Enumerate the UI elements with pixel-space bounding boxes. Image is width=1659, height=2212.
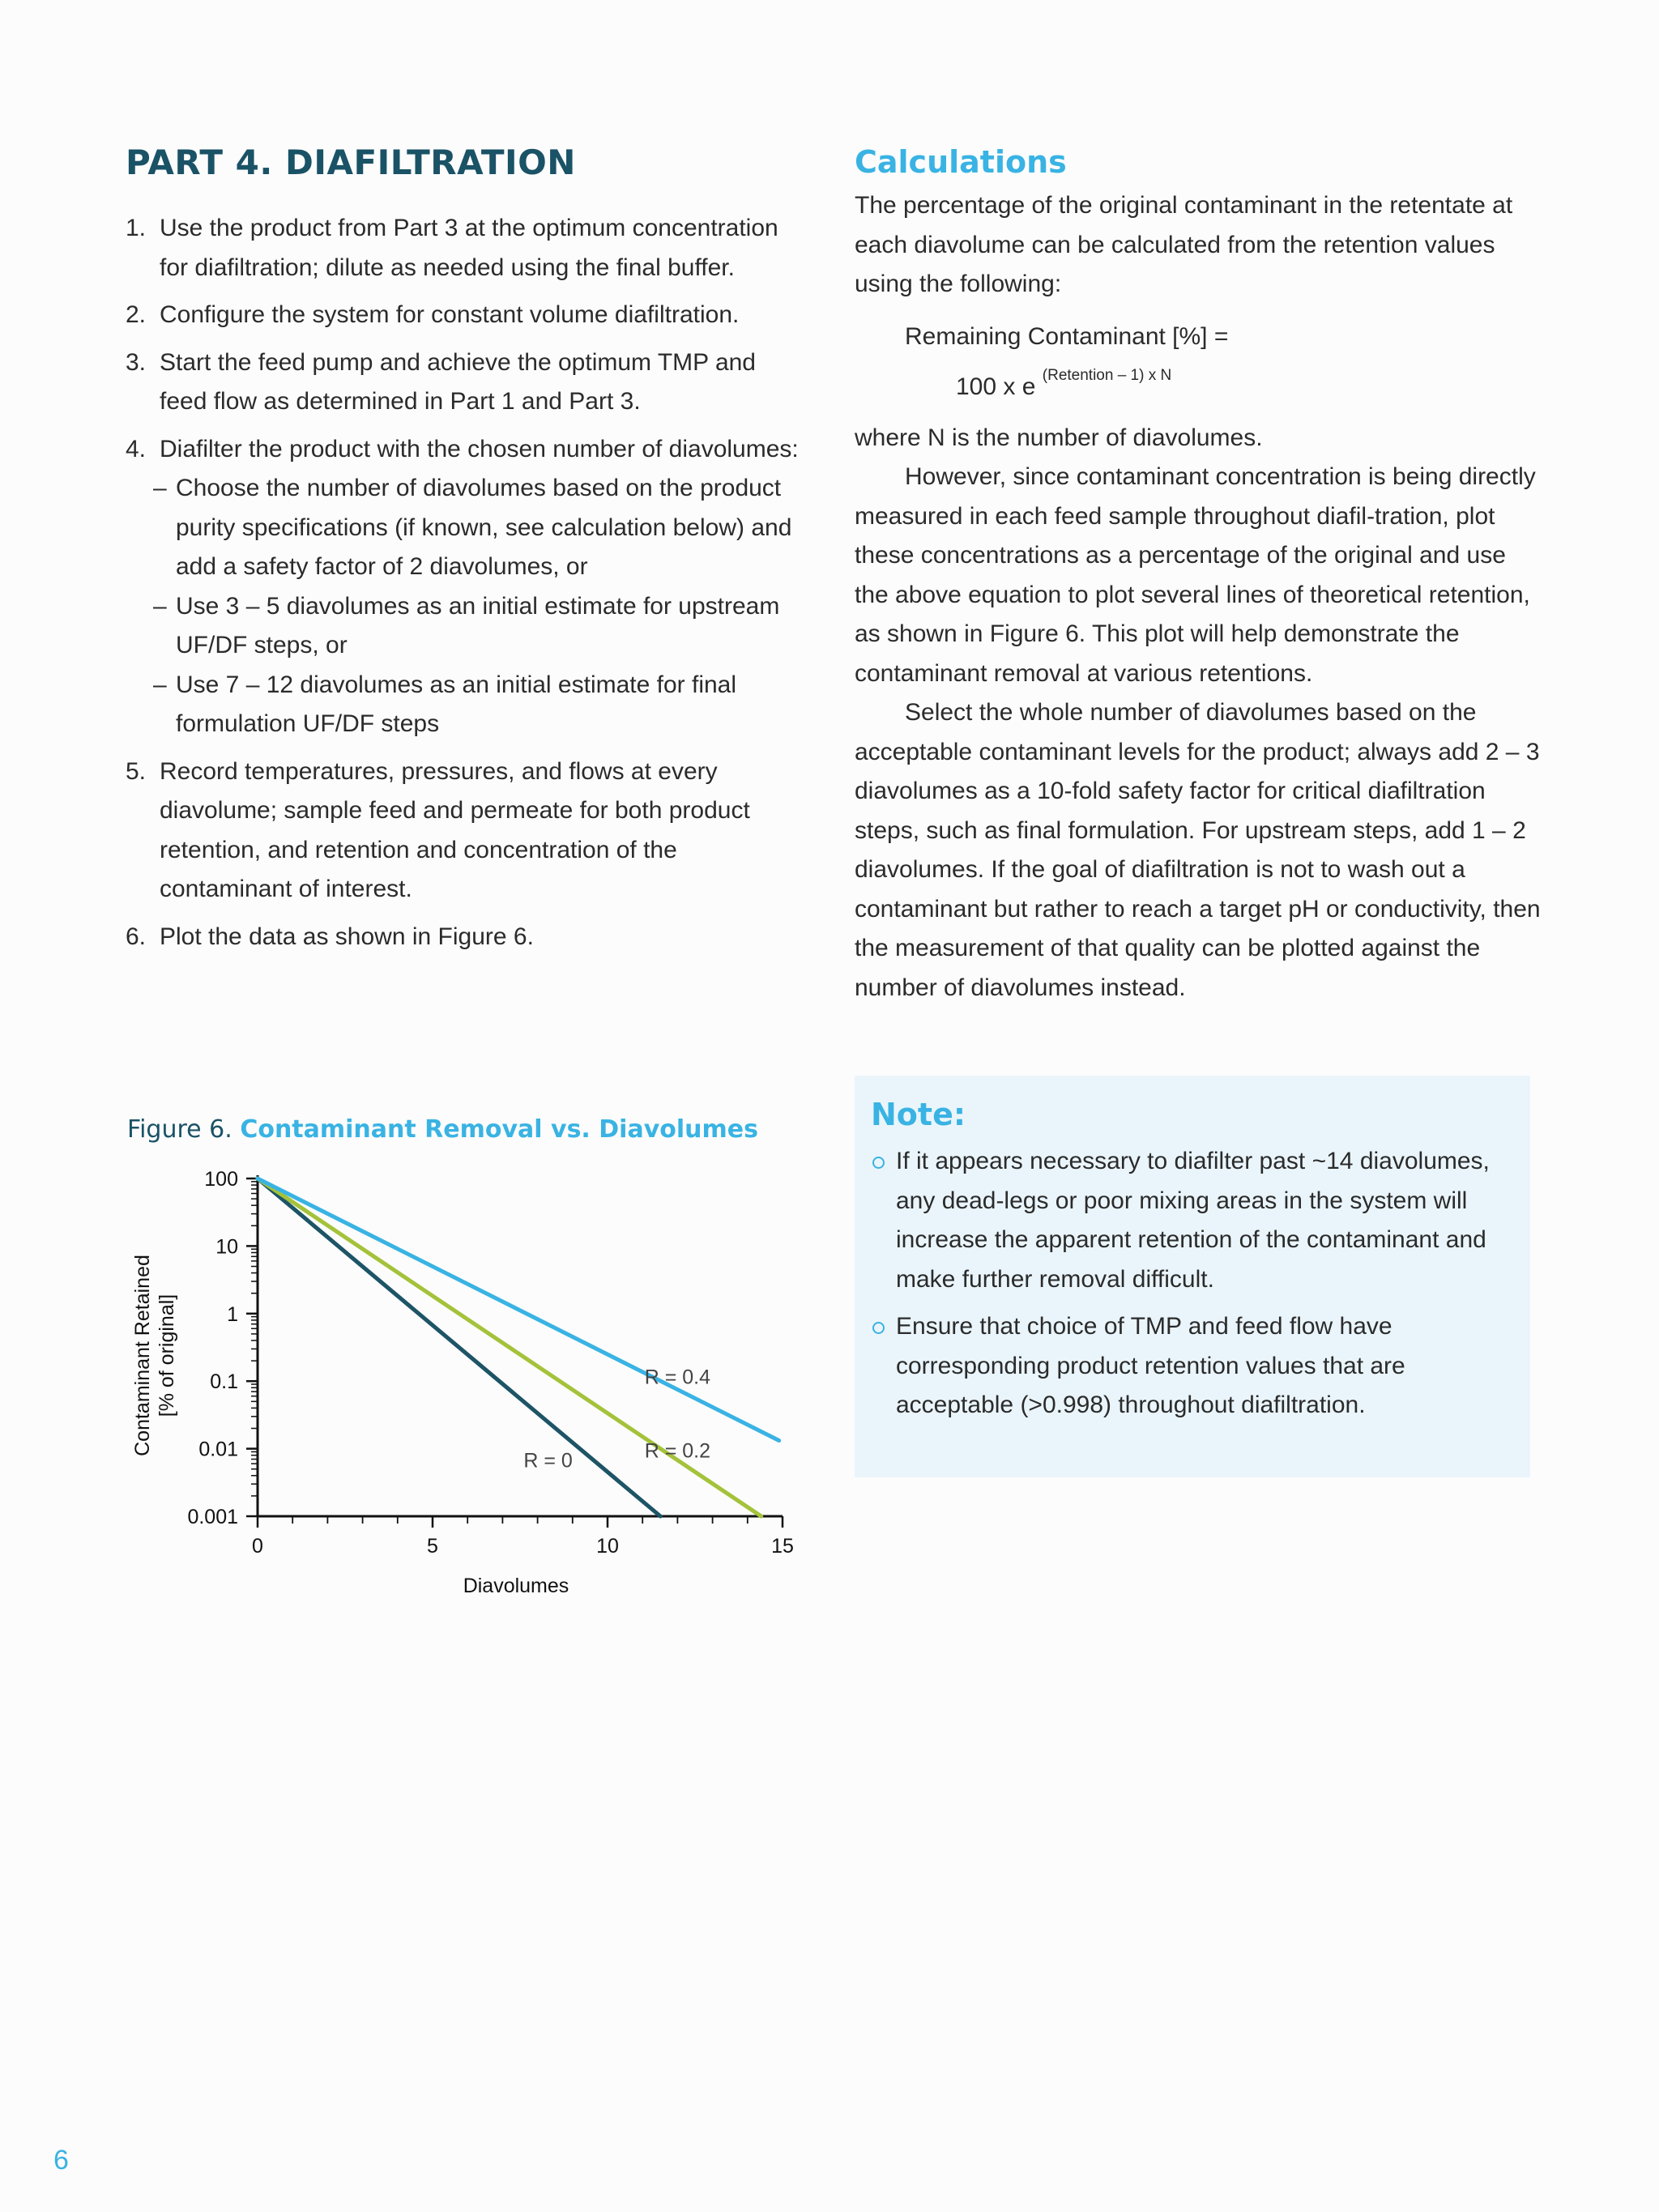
series-line <box>258 1178 660 1516</box>
series-label: R = 0.4 <box>644 1366 711 1389</box>
calc-paragraph-3: Select the whole number of diavolumes based on the acceptable contaminant levels for the product; always add 2 – 3 diavolumes as a 10-fold safety factor for critical diafiltration steps, such as final formulation. For upstream steps, add 1 – 2 diavolumes. If the goal of diafiltration is not to wash out a contaminant but rather to reach a target pH or conductivity, then the measurement of that quality can be plotted against the number of diavolumes instead. <box>855 699 1541 1001</box>
substep-text: Use 3 – 5 diavolumes as an initial estimate for upstream UF/DF steps, or <box>176 592 780 658</box>
calc-intro: The percentage of the original contaminant in the retentate at each diavolume can be calculated from the retention values using the following: <box>855 192 1513 297</box>
step-text: Diafilter the product with the chosen number of diavolumes: <box>160 435 799 462</box>
note-title: Note: <box>871 1097 966 1132</box>
equation-exponent: (Retention – 1) x N <box>1042 367 1172 384</box>
series-label: R = 0.2 <box>644 1439 711 1463</box>
x-tick-label: 5 <box>427 1535 438 1558</box>
step-text: Configure the system for constant volume diafiltration. <box>160 301 740 328</box>
x-tick-label: 10 <box>596 1535 619 1558</box>
y-tick-label: 100 <box>204 1168 238 1191</box>
step-number: 6. <box>126 923 147 950</box>
y-tick-label: 0.1 <box>210 1370 238 1394</box>
substep-text: Use 7 – 12 diavolumes as an initial estimate for final formulation UF/DF steps <box>176 671 737 737</box>
substep-text: Choose the number of diavolumes based on the product purity specifications (if known, see calculation below) and add a safety factor of 2 diavolumes, or <box>176 475 792 580</box>
step-text: Use the product from Part 3 at the optimum concentration for diafiltration; dilute as needed using the final buffer. <box>160 215 778 281</box>
x-tick-label: 15 <box>771 1535 794 1558</box>
y-tick-label: 0.001 <box>187 1506 238 1528</box>
figure-label: Figure 6. <box>127 1115 232 1144</box>
series-line <box>258 1178 779 1441</box>
y-tick-label: 0.01 <box>198 1438 238 1461</box>
y-tick-label: 10 <box>215 1235 238 1259</box>
step-number: 3. <box>126 348 147 376</box>
step-number: 5. <box>126 757 147 785</box>
step-number: 1. <box>126 215 147 241</box>
where-text: where N is the number of diavolumes. <box>855 424 1263 451</box>
x-tick-label: 0 <box>252 1535 263 1558</box>
y-tick-label: 1 <box>227 1302 238 1326</box>
dash-icon: – <box>153 475 167 501</box>
equation-base: 100 x e <box>956 373 1036 400</box>
y-axis-label-units: [% of original] <box>156 1294 178 1417</box>
step-text: Start the feed pump and achieve the optimum TMP and feed flow as determined in Part 1 and Part 3. <box>160 348 756 415</box>
calculations-heading: Calculations <box>855 144 1067 180</box>
page-number: 6 <box>53 2145 69 2176</box>
step-text: Plot the data as shown in Figure 6. <box>160 923 534 950</box>
dash-icon: – <box>153 592 167 620</box>
step-number: 2. <box>126 301 147 328</box>
dash-icon: – <box>153 671 167 698</box>
note-item-text: If it appears necessary to diafilter past ~14 diavolumes, any dead-legs or poor mixing areas in the system will increase the apparent retention of the contaminant and make further removal difficult. <box>896 1148 1490 1293</box>
figure-title: Contaminant Removal vs. Diavolumes <box>240 1115 758 1144</box>
section-heading: PART 4. DIAFILTRATION <box>126 143 576 182</box>
step-number: 4. <box>126 435 147 462</box>
x-axis-label: Diavolumes <box>463 1575 569 1597</box>
calc-paragraph-2: However, since contaminant concentration is being directly measured in each feed sample throughout diafil-tration, plot these concentrations as a percentage of the original and use the above equation to plot several lines of theoretical retention, as shown in Figure 6. This plot will help demonstrate the contaminant removal at various retentions. <box>855 463 1536 687</box>
note-item-text: Ensure that choice of TMP and feed flow have corresponding product retention values that are acceptable (>0.998) throughout diafiltration. <box>896 1313 1405 1418</box>
equation-line-1: Remaining Contaminant [%] = <box>905 322 1229 350</box>
series-line <box>258 1178 761 1516</box>
y-axis-label: Contaminant Retained <box>131 1255 154 1456</box>
step-text: Record temperatures, pressures, and flows at every diavolume; sample feed and permeate for both product retention, and retention and concentration of the contaminant of interest. <box>160 757 750 902</box>
series-label: R = 0 <box>523 1449 573 1473</box>
